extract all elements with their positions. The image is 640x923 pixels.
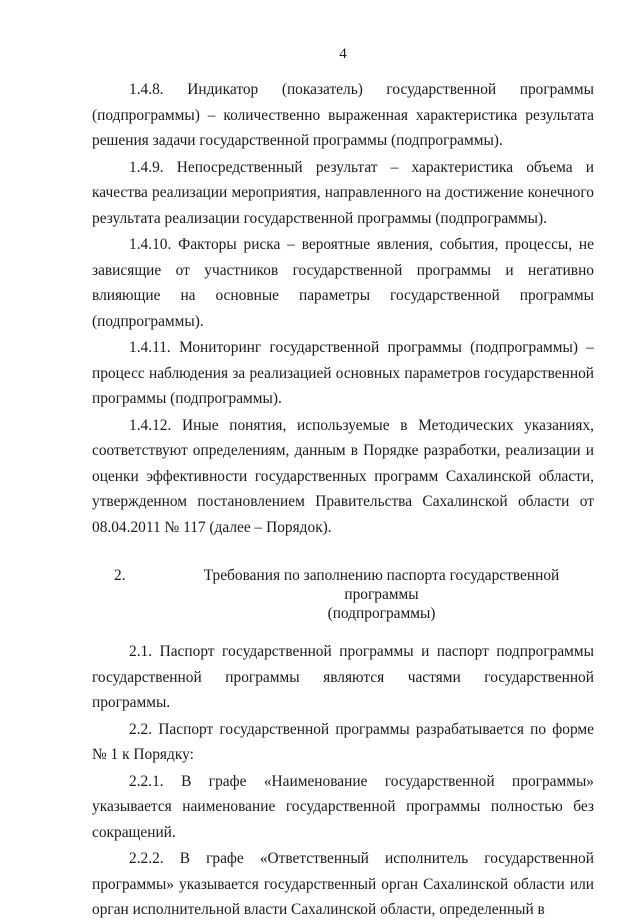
section-title-line-2: (подпрограммы): [327, 605, 436, 622]
paragraph-1-4-10: 1.4.10. Факторы риска – вероятные явления, события, процессы, не зависящие от участников государственной программы и негативно влияющие на основные параметры государственной программы (подпрограммы).: [92, 236, 594, 330]
paragraph-1-4-9: 1.4.9. Непосредственный результат – характеристика объема и качества реализации мероприятия, направленного на достижение конечного результата реализации государственной программы (подпрограммы).: [92, 158, 594, 227]
paragraph-2-1: 2.1. Паспорт государственной программы и паспорт подпрограммы государственной программы являются частями государственной программы.: [92, 643, 594, 711]
section-title: [169, 566, 594, 623]
section-heading: [92, 566, 594, 623]
section-title-line-1: Требования по заполнению паспорта государственной программы: [203, 567, 560, 603]
paragraph-1-4-12: 1.4.12. Иные понятия, используемые в Методических указаниях, соответствуют определениям, данным в Порядке разработки, реализации и оценки эффективности государственных программ Сахалинской области, утвержденном постановлением Правительства Сахалинской области от 08.04.2011 № 117 (далее – Порядок).: [92, 416, 594, 536]
paragraph-1-4-11: 1.4.11. Мониторинг государственной программы (подпрограммы) – процесс наблюдения за реализацией основных параметров государственной программы (подпрограммы).: [92, 339, 594, 407]
paragraph-2-2: 2.2. Паспорт государственной программы разрабатывается по форме № 1 к Порядку:: [92, 720, 594, 763]
section-number: 2.: [114, 567, 126, 584]
page-number: 4: [339, 46, 347, 62]
paragraph-1-4-8: 1.4.8. Индикатор (показатель) государственной программы (подпрограммы) – количественно выраженная характеристика результата решения задачи государственной программы (подпрограммы).: [92, 81, 594, 149]
paragraph-2-2-2: 2.2.2. В графе «Ответственный исполнитель государственной программы» указывается государственный орган Сахалинской области или орган исполнительной власти Сахалинской области, определенный в: [92, 850, 594, 918]
paragraph-2-2-1: 2.2.1. В графе «Наименование государственной программы» указывается наименование государственной программы полностью без сокращений.: [92, 772, 594, 841]
